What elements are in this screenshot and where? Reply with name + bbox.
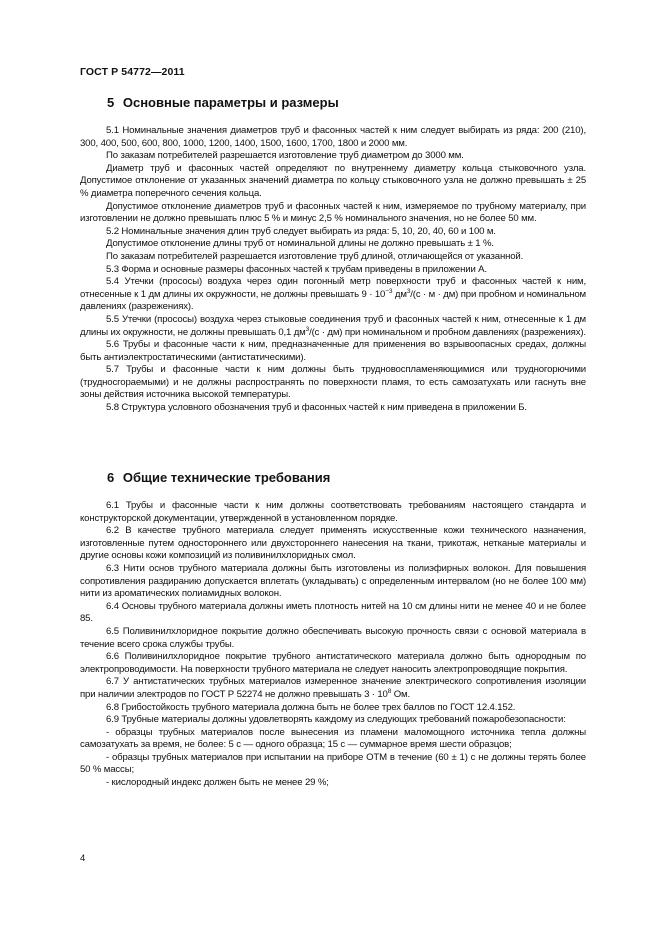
paragraph-5-6: 5.6 Трубы и фасонные части к ним, предназначенные для применения во взрывоопасных средах, должны быть антиэлектростатическими (антистатическими). xyxy=(80,339,586,363)
paragraph-5-3: 5.3 Форма и основные размеры фасонных частей к трубам приведены в приложении А. xyxy=(106,263,487,275)
section-6-body xyxy=(80,500,586,790)
section-5-title xyxy=(107,95,339,110)
section-5-heading: Основные параметры и размеры xyxy=(122,95,339,110)
page-number: 4 xyxy=(80,853,86,864)
standard-header: ГОСТ Р 54772—2011 xyxy=(80,66,185,78)
paragraph-6-6: 6.6 Поливинилхлоридное покрытие трубного антистатического материала должно быть однородным по электропроводимости. На поверхности трубного материала не следует наносить электропроводящие покрытия. xyxy=(80,651,586,675)
paragraph-5-1-note: По заказам потребителей разрешается изготовление труб диаметром до 3000 мм. xyxy=(106,150,464,162)
paragraph-5-1-diameter: Диаметр труб и фасонных частей определяют по внутреннему диаметру кольца стыковочного узла. Допустимое отклонение от указанных значений диаметра по кольцу стыковочного узла не должно превышать ± 25 % диаметра поперечного сечения кольца. xyxy=(80,162,586,199)
section-6-heading: Общие технические требования xyxy=(122,470,331,485)
paragraph-5-8: 5.8 Структура условного обозначения труб и фасонных частей к ним приведена в приложении Б. xyxy=(106,402,527,414)
paragraph-6-9: 6.9 Трубные материалы должны удовлетворять каждому из следующих требований пожаробезопасности: xyxy=(106,714,566,726)
paragraph-6-5: 6.5 Поливинилхлоридное покрытие должно обеспечивать высокую прочность связи с основой материала в течение всего срока службы трубы. xyxy=(80,625,586,650)
paragraph-5-2-tolerance: Допустимое отклонение длины труб от номинальной длины не должно превышать ± 1 %. xyxy=(106,238,494,250)
paragraph-5-7: 5.7 Трубы и фасонные части к ним должны быть трудновоспламеняющимися или трудногорючими (трудносгораемыми) и не должны распространять по поверхности пламя, то есть самозатухать или гаснуть вне зоны действия источника высокой температуры. xyxy=(80,364,586,401)
paragraph-6-4: 6.4 Основы трубного материала должны иметь плотность нитей на 10 см длины нити не менее 40 и не более 85. xyxy=(80,600,586,625)
section-6-number: 6 xyxy=(107,470,115,485)
section-6-title xyxy=(107,470,330,485)
paragraph-5-4: 5.4 Утечки (прососы) воздуха через один погонный метр поверхности труб и фасонных частей к ним, отнесенные к 1 дм длины их окружности, не должны превышать $9 \cdot 10^{-3}$ $дм^3/(с \cdot м \cdot дм)$ при пробном и номинальном давлениях (разрежениях). xyxy=(80,276,586,313)
list-item-mass-loss: - образцы трубных материалов при испытании на приборе ОТМ в течение (60 ± 1) с не должны терять более 50 % массы; xyxy=(80,751,586,776)
paragraph-5-2: 5.2 Номинальные значения длин труб следует выбирать из ряда: 5, 10, 20, 40, 60 и 100 м. xyxy=(106,225,496,237)
paragraph-6-2: 6.2 В качестве трубного материала следует применять искусственные кожи технического назначения, изготовленные путем одностороннего или двухстороннего нанесения на ткани, трикотаж, нетканые материалы и другие основы кожи композиций из поливинилхлоридных смол. xyxy=(80,525,586,562)
paragraph-5-2-note: По заказам потребителей разрешается изготовление труб длиной, отличающейся от указанной. xyxy=(106,250,524,262)
paragraph-6-3: 6.3 Нити основ трубного материала должны быть изготовлены из полиэфирных волокон. Для повышения сопротивления раздиранию допускается вплетать (укладывать) с определенным интервалом (но не более 100 мм) нити из ароматических полиамидных волокон. xyxy=(80,562,586,600)
list-item-self-extinguish: - образцы трубных материалов после вынесения из пламени маломощного источника тепла должны самозатухать за время, не более: 5 с — одного образца; 15 с — суммарное время шести образцов; xyxy=(80,726,586,751)
paragraph-6-7: 6.7 У антистатических трубных материалов измеренное значение электрического сопротивления изоляции при наличии электродов по ГОСТ Р 52274 не должно превышать $3 \cdot 10^8$ Ом. xyxy=(80,676,586,700)
list-item-oxygen-index: - кислородный индекс должен быть не менее 29 %; xyxy=(106,777,329,789)
paragraph-5-1: 5.1 Номинальные значения диаметров труб и фасонных частей к ним следует выбирать из ряда: 200 (210), 300, 400, 500, 600, 800, 1000, 1200, 1400, 1500, 1600, 1700, 1800 и 2000 мм. xyxy=(80,125,586,149)
paragraph-5-5: 5.5 Утечки (прососы) воздуха через стыковые соединения труб и фасонных частей к ним, отнесенные к 1 дм длины их окружности, не должны превышать 0,1 $дм^3/(с \cdot дм)$ при номинальном и пробном давлениях (разрежениях). xyxy=(80,313,586,338)
paragraph-5-1-tolerance: Допустимое отклонение диаметров труб и фасонных частей к ним, измеряемое по трубному материалу, при изготовлении не должно превышать плюс 5 % и минус 2,5 % номинального значения, но не более 50 мм. xyxy=(80,200,586,225)
section-5-number: 5 xyxy=(107,95,115,110)
paragraph-6-1: 6.1 Трубы и фасонные части к ним должны соответствовать требованиям настоящего стандарта и конструкторской документации, утвержденной в установленном порядке. xyxy=(80,500,586,524)
section-5-body xyxy=(80,125,586,415)
paragraph-6-8: 6.8 Грибостойкость трубного материала должна быть не более трех баллов по ГОСТ 12.4.152. xyxy=(106,701,516,713)
